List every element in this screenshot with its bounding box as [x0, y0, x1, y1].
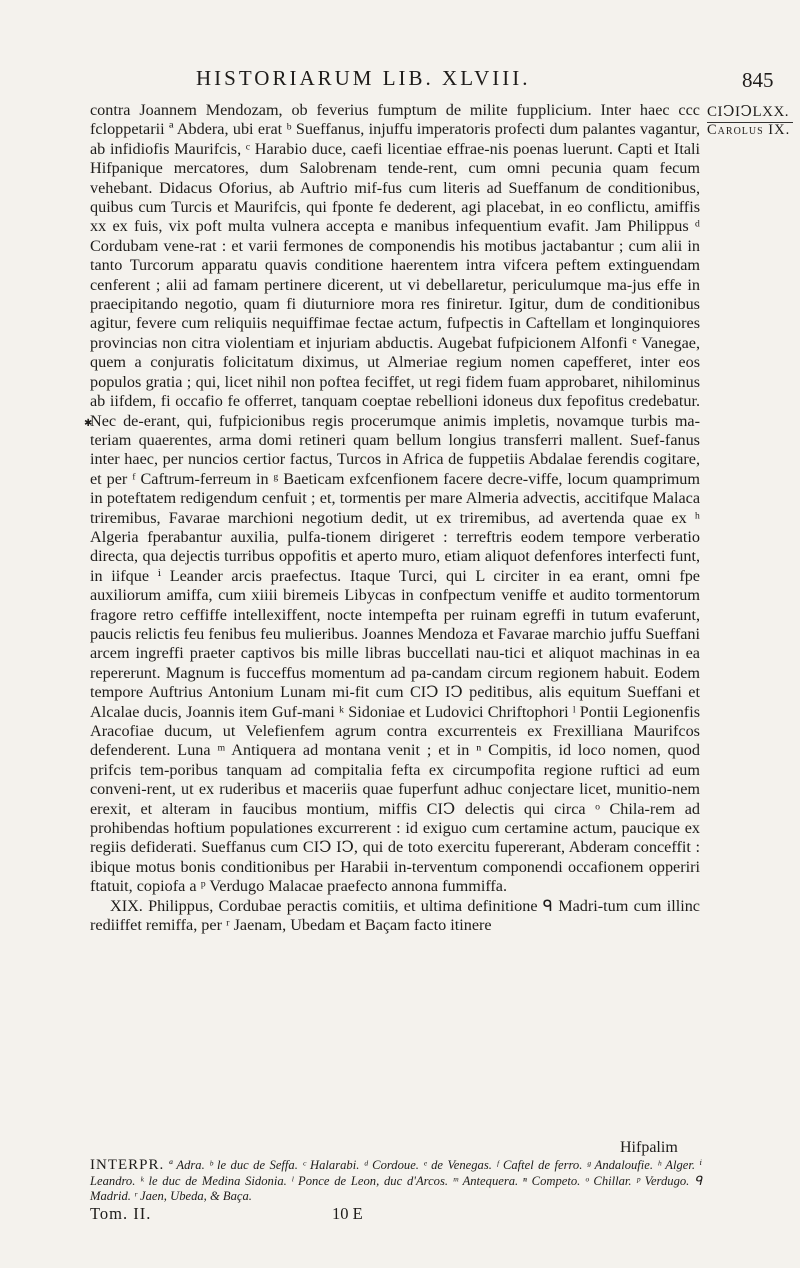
interpretation-label: INTERPR. [90, 1157, 165, 1173]
interpretation-notes [90, 1158, 702, 1205]
margin-ruler-name: Carolus IX. [707, 122, 791, 138]
catchword: Hifpalim [620, 1139, 678, 1156]
paragraph-1: contra Joannem Mendozam, ob feverius fumptum de milite fupplicium. Inter haec ccc fcloppetarii ª Abdera, ubi erat ᵇ Sueffanus, injuffu imperatoris profecti dum palantes vagantur, ab infidiofis Maurifcis, ᶜ Harabio duce, caefi licentiae effrae-nis poenas luerunt. Capti et Itali Hifpanique mercatores, dum Salobrenam tende-rent, cum omni pecunia quam fecum vehebant. Didacus Oforius, ab Auftrio mif-fus cum literis ad Sueffanum de conditionibus, quibus cum Turcis et Maurifcis, qui fponte fe dederent, agi placebat, in eo conflictu, amiffis xx ex fuis, vix poft multa vulnera accepta e manibus infequentium evafit. Jam Philippus ᵈ Cordubam vene-rat : et varii fermones de componendis his motibus jactabantur ; cum alii in tanto Turcorum apparatu quavis conditione haerentem intra vifcera peftem extinguendam cenferent ; alii ad famam pertinere dicerent, ut vi debellaretur, periculumque ma-jus effe in praecipitando negotio, quam fi diuturniore mora res finiretur. Igitur, dum de conditionibus agitur, fevere cum reliquiis nequiffimae fectae actum, fufpectis in Caftellam et longinquiores provincias non citra violentiam et injuriam abductis. Augebat fufpicionem Alfonfi ᵉ Vanegae, quem a conjuratis folicitatum diximus, ut Almeriae regium nomen capefferet, inter eos populos gratia ; qui, licet nihil non poftea feciffet, ut regi fidem fuam approbaret, nihilominus ab iifdem, fi occafio fe offerret, tanquam coeptae rebellioni idoneus dux fepofitus credebatur. Nec de-erant, qui, fufpicionibus regis procerumque animis impletis, novamque turbis ma-teriam quaerentes, arma domi retineri quam bellum longius transferri mallent. Suef-fanus inter haec, per nuncios certior factus, Turcos in Africa de fuppetiis Abdalae ferendis cogitare, et per ᶠ Caftrum-ferreum in ᵍ Baeticam exfcenfionem facere decre-viffe, locum quamprimum in poteftatem redigendum cenfuit ; et, tormentis per mare Almeria advectis, accitifque Malaca triremibus, Favarae marchioni negotium dedit, ut ex triremibus, ad avertenda quae ex ʰ Algeria fperabantur auxilia, pulfa-tionem dirigeret : terreftris eodem tempore verberatio directa, qua dejectis turribus oppofitis et aperto muro, etiam aliquot defenfores interfecti funt, in iifque ⁱ Leander arcis praefectus. Itaque Turci, qui L circiter in ea erant, omni fpe auxiliorum amiffa, cum xiiii biremeis Libycas in confpectum veniffe et audito tormentorum fragore retro ceffiffe intellexiffent, nocte intempefta per ruinam egreffi in tutum evaferunt, paucis relictis feu fenibus feu mulieribus. Joannes Mendoza et Favarae marchio juffu Sueffani arcem ingreffi praeter captivos bis mille libras buccellati nau-tici et aliquot machinas in ea repererunt. Magnum is fucceffus momentum ad pa-candam circum regionem habuit. Eodem tempore Auftrius Antonium Lunam mi-fit cum CIↃ IↃ peditibus, alis equitum Sueffani et Alcalae ducis, Joannis item Guf-mani ᵏ Sidoniae et Ludovici Chriftophori ˡ Pontii Legionenfis Aracofiae ducum, ut Velefienfem agrum contra excurrenteis ex Frexilliana Maurifcos defenderent. Luna ᵐ Antiquera ad montana venit ; et in ⁿ Compitis, id loco nomen, quod prifcis tem-poribus tanquam ad compitalia fefta ex circumpofita regione ruftici ad eum conveni-rent, ut ex ruderibus et maceriis quae fuperfunt adhuc conjectare licet, munitio-nem erexit, et alteram in faucibus montium, miffis CIↃ delectis qui circa ᵒ Chila-rem ad prohibendas hoftium populationes excurrerent : id exiguo cum certamine actum, paucique ex regiis defiderati. Sueffanus cum CIↃ IↃ, qui de toto exercitu fupererant, Abderam conceffit : ibique motus bonis conditionibus per Harabii in-terventum componendi occafionem opperiri ftatuit, copiofa a ᵖ Verdugo Malacae praefecto annona fummiffa. [90, 101, 700, 896]
volume-label: Tom. II. [90, 1204, 152, 1223]
running-head: HISTORIARUM LIB. XLVIII. [196, 66, 531, 90]
paragraph-2: XIX. Philippus, Cordubae peractis comitiis, et ultima definitione ᑫ Madri-tum cum illinc rediiffet remiffa, per ʳ Jaenam, Ubedam et Baçam facto itinere [90, 896, 700, 935]
margin-asterisk: ✱ [84, 418, 93, 429]
signature-mark: 10 E [332, 1204, 363, 1223]
main-text [90, 101, 700, 935]
margin-year: CIↃIↃLXX. [707, 102, 793, 123]
page-number: 845 [742, 68, 774, 92]
interpretation-text: ª Adra. ᵇ le duc de Seffa. ᶜ Halarabi. ᵈ Cordoue. ᵉ de Venegas. ᶠ Caftel de ferro. ᵍ Andaloufie. ʰ Alger. ⁱ Leandro. ᵏ le duc de Medina Sidonia. ˡ Ponce de Leon, duc d'Arcos. ᵐ Antequera. ⁿ Competo. ᵒ Chillar. ᵖ Verdugo. ᑫ Madrid. ʳ Jaen, Ubeda, & Baça. [90, 1158, 702, 1203]
